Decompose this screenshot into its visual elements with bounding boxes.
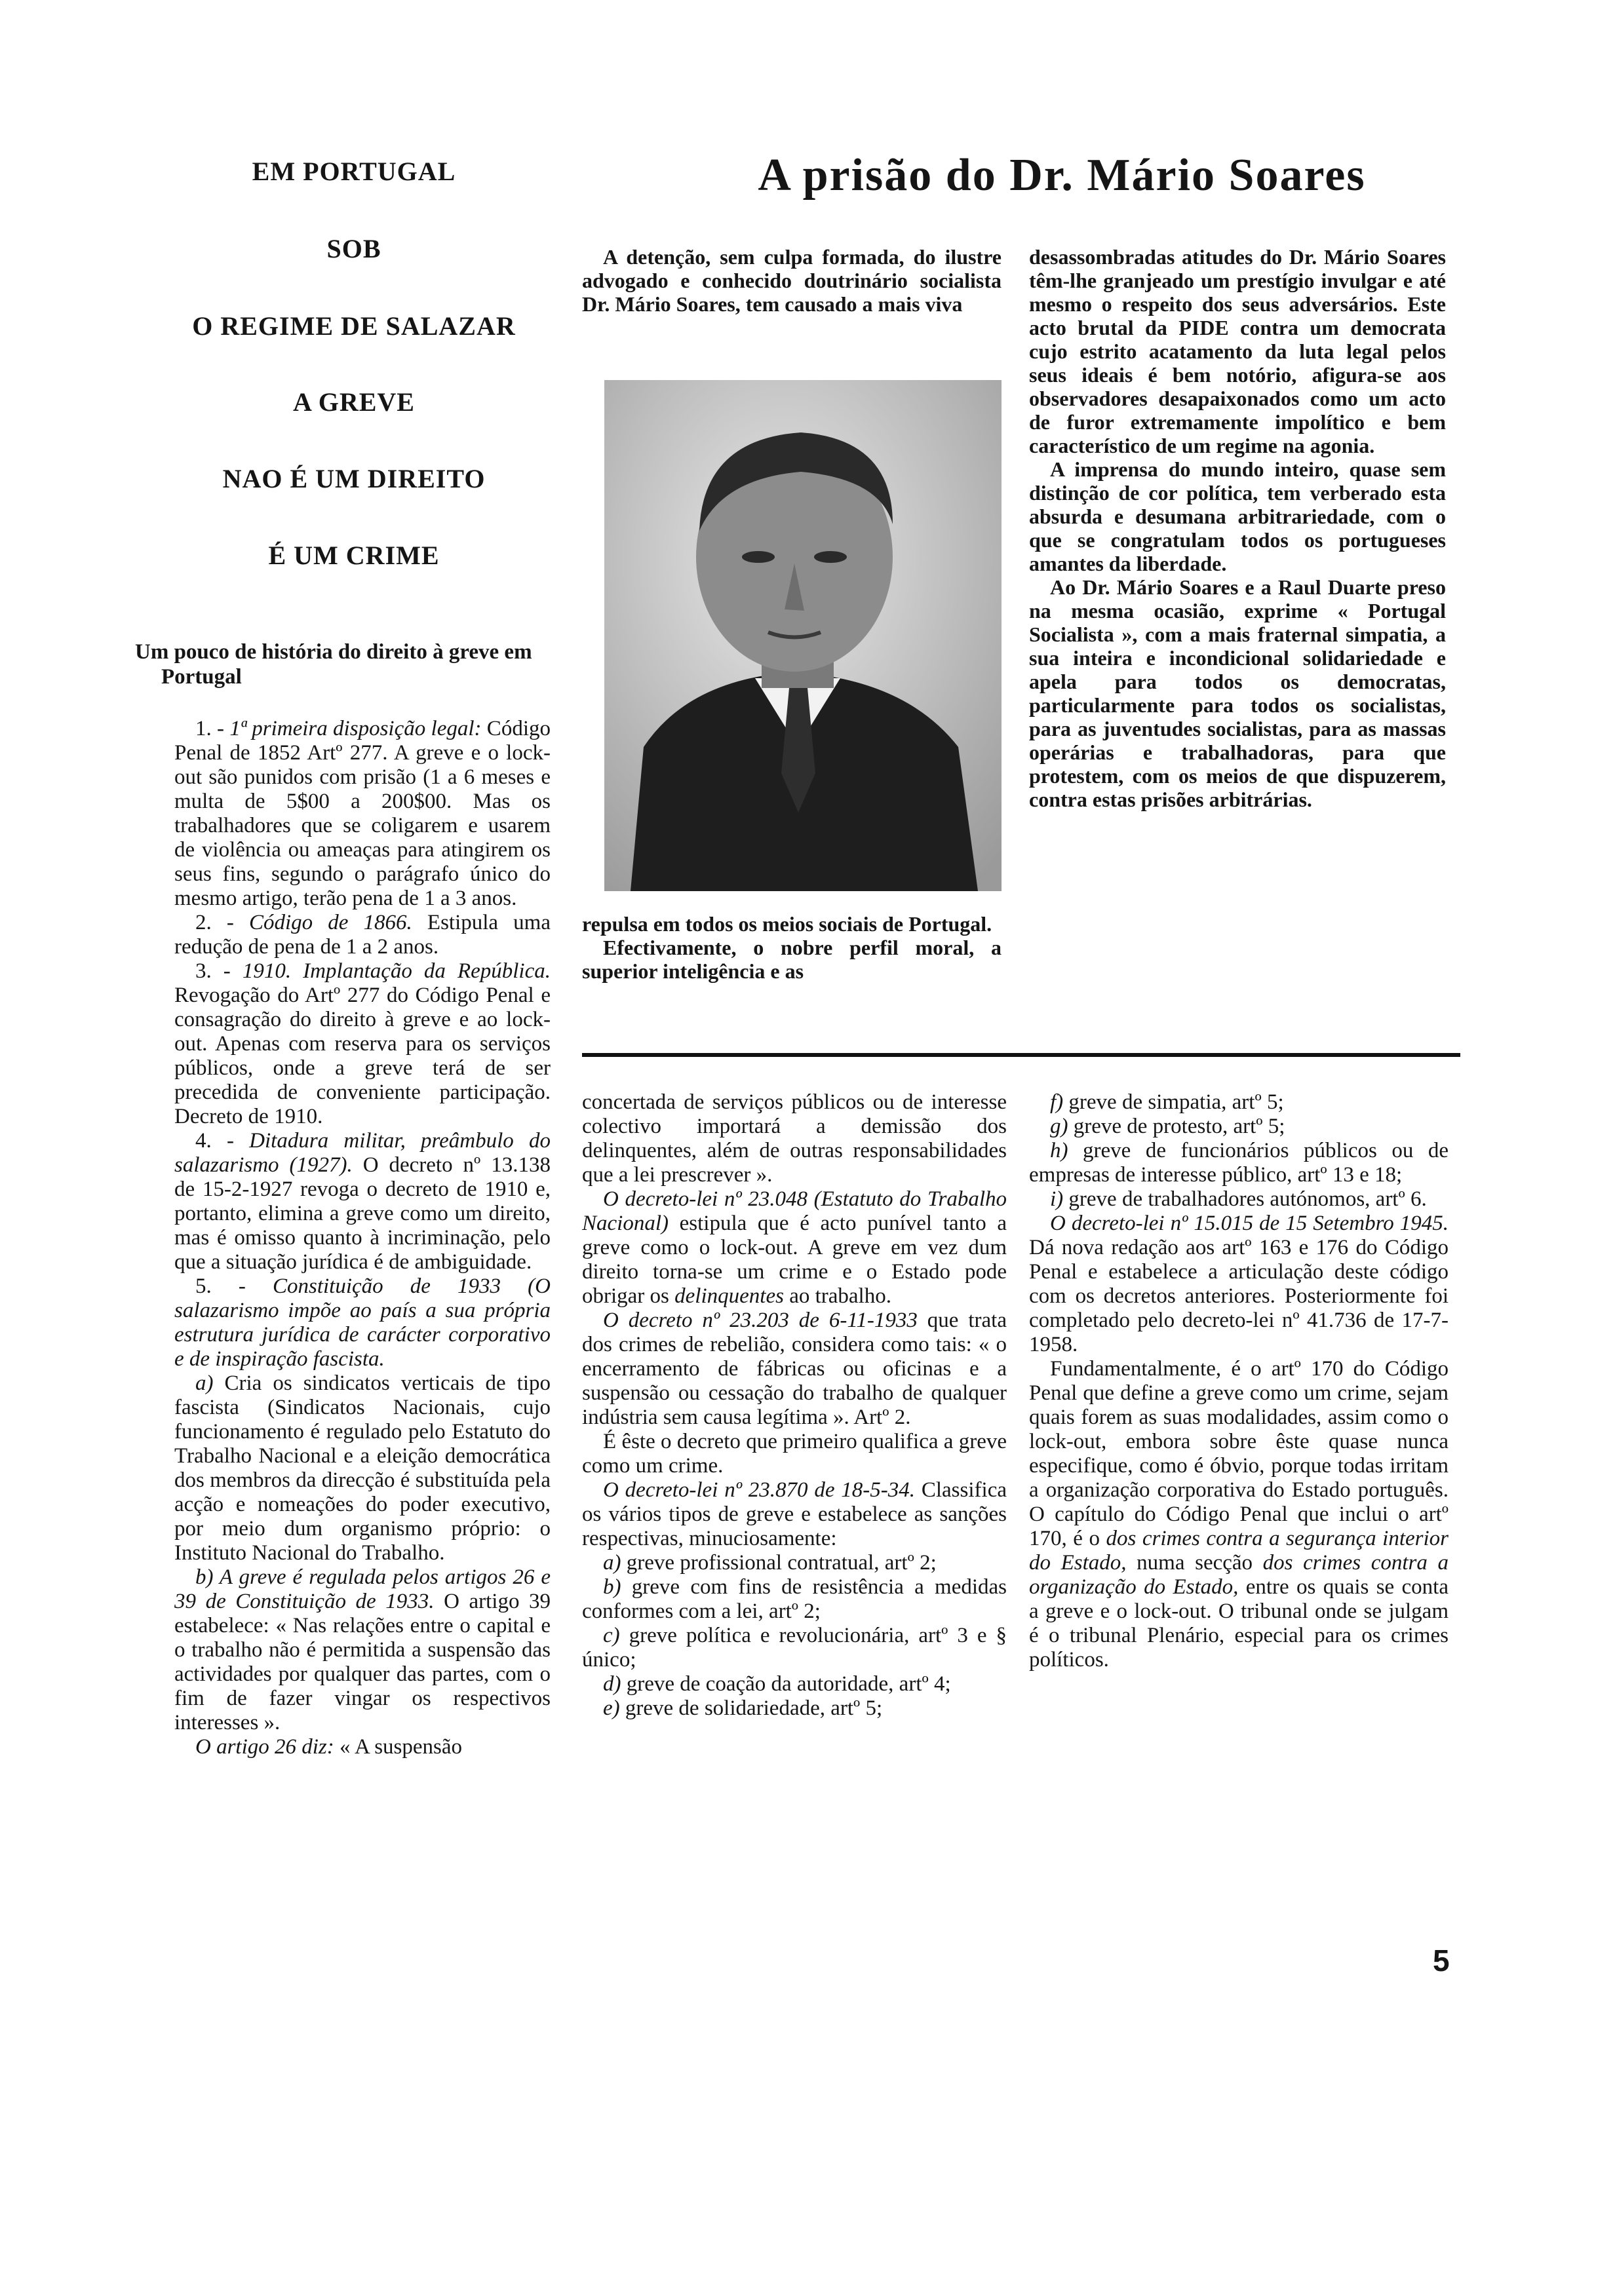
section-divider	[582, 1053, 1460, 1057]
middle-paragraph-1: concertada de serviços públicos ou de interesse colectivo importará a demissão dos delinquentes, além de outras responsabilidades que a lei prescrever ».	[582, 1090, 1007, 1187]
middle-list-d: d) greve de coação da autoridade, artº 4;	[603, 1672, 951, 1696]
headline-line-4: A GREVE	[293, 387, 415, 417]
article-title: A prisão do Dr. Mário Soares	[758, 150, 1366, 201]
article-paragraph-1-cont: repulsa em todos os meios sociais de Portugal.	[582, 912, 992, 936]
headline-line-2: SOB	[326, 234, 381, 263]
history-paragraph-a: a) Cria os sindicatos verticais de tipo fascista (Sindicatos Nacionais, cujo funcionamento é regulado pelo Estatuto do Trabalho Nacional e a eleição democrática dos membros da direcção é substituída pela acção e nomeações do poder executivo, por meio dum organismo próprio: o Instituto Nacional do Trabalho.	[174, 1371, 551, 1565]
article-paragraph-2-cont: desassombradas atitudes do Dr. Mário Soares têm-lhe granjeado um prestígio invulgar e até mesmo o respeito dos seus adversários. Este acto brutal da PIDE contra um democrata cujo estrito acatamento da luta legal pelos seus ideais é bem notório, afigura-se aos observadores desapaixonados como um acto de furor extremamente impolítico e bem característico de um regime na agonia.	[1029, 245, 1446, 457]
headline-line-6: É UM CRIME	[268, 541, 440, 570]
history-paragraph-b: b) A greve é regulada pelos artigos 26 e 39 de Constituição de 1933. O artigo 39 estabelece: « Nas relações entre o capital e o trabalho não é permitida a suspensão das actividades por qualquer das partes, com o fim de fazer vingar os respectivos interesses ».	[174, 1565, 551, 1734]
middle-list-a: a) greve profissional contratual, artº 2;	[603, 1551, 937, 1575]
right-list-h: h) greve de funcionários públicos ou de empresas de interesse público, artº 13 e 18;	[1029, 1139, 1449, 1187]
article-col1-top	[582, 245, 1002, 316]
article-col2	[1029, 245, 1446, 811]
history-paragraph-1: 1. - 1ª primeira disposição legal: Código Penal de 1852 Artº 277. A greve e o lock-out são punidos com prisão (1 a 6 meses e multa de 5$00 a 200$00. Mas os trabalhadores que se coligarem e usarem de violência ou ameaças para atingirem os seus fins, segundo o parágrafo único do mesmo artigo, terão pena de 1 a 3 anos.	[174, 717, 551, 910]
article-paragraph-2: Efectivamente, o nobre perfil moral, a superior inteligência e as	[582, 936, 1002, 983]
right-list-i: i) greve de trabalhadores autónomos, artº 6.	[1050, 1187, 1427, 1211]
history-paragraph-4: 4. - Ditadura militar, preâmbulo do salazarismo (1927). O decreto nº 13.138 de 15-2-1927 revoga o decreto de 1910 e, portanto, elimina a greve como um direito, mas é omisso quanto à incriminação, pelo que a situação jurídica é de ambiguidade.	[174, 1129, 551, 1274]
article-paragraph-4: Ao Dr. Mário Soares e a Raul Duarte preso na mesma ocasião, exprime « Portugal Socialista », com a mais fraternal simpatia, a sua inteira e incondicional solidariedade e apela para todos os democratas, particularmente para todos os socialistas, para as juventudes socialistas, para as massas operárias e trabalhadoras, para que protestem, com os meios de que dispuzerem, contra estas prisões arbitrárias.	[1029, 575, 1446, 811]
headline-line-5: NAO É UM DIREITO	[222, 464, 486, 493]
right-column	[1029, 1090, 1449, 1672]
headline-line-1: EM PORTUGAL	[252, 157, 456, 186]
middle-paragraph-5: O decreto-lei nº 23.870 de 18-5-34. Classifica os vários tipos de greve e estabelece as sanções respectivas, minuciosamente:	[582, 1478, 1007, 1550]
headline-line-3: O REGIME DE SALAZAR	[192, 311, 516, 341]
right-paragraph-2: Fundamentalmente, é o artº 170 do Código Penal que define a greve como um crime, sejam quais forem as suas modalidades, assim como o lock-out, embora sobre êste quase nunca especifique, como é óbvio, porque todas irritam a organização corporativa do Estado português. O capítulo do Código Penal que inclui o artº 170, é o dos crimes contra a segurança interior do Estado, numa secção dos crimes contra a organização do Estado, entre os quais se conta a greve e o lock-out. O tribunal onde se julgam é o tribunal Plenário, especial para os crimes políticos.	[1029, 1357, 1449, 1672]
history-paragraph-2: 2. - Código de 1866. Estipula uma redução de pena de 1 a 2 anos.	[174, 911, 551, 959]
middle-list-e: e) greve de solidariedade, artº 5;	[603, 1696, 883, 1720]
history-paragraph-3: 3. - 1910. Implantação da República. Revogação do Artº 277 do Código Penal e consagração do direito à greve e ao lock-out. Apenas com reserva para os serviços públicos, onde a greve terá de ser precedida de conveniente participação. Decreto de 1910.	[174, 959, 551, 1128]
right-paragraph-1: O decreto-lei nº 15.015 de 15 Setembro 1945. Dá nova redação aos artº 163 e 176 do Código Penal e estabelece a articulação deste código com os decretos anteriores. Posteriormente foi completado pelo decreto-lei nº 41.736 de 17-7-1958.	[1029, 1212, 1449, 1356]
right-list-g: g) greve de protesto, artº 5;	[1050, 1115, 1285, 1138]
middle-paragraph-2: O decreto-lei nº 23.048 (Estatuto do Trabalho Nacional) estipula que é acto punível tanto a greve como o lock-out. A greve em vez dum direito torna-se um crime e o Estado pode obrigar os delinquentes ao trabalho.	[582, 1187, 1007, 1308]
middle-paragraph-3: O decreto nº 23.203 de 6-11-1933 que trata dos crimes de rebelião, considera como tais: « o encerramento de fábricas ou oficinas e a suspensão ou cessação do trabalho de qualquer indústria sem causa legítima ». Artº 2.	[582, 1309, 1007, 1429]
article-paragraph-1: A detenção, sem culpa formada, do ilustre advogado e conhecido doutrinário socialista Dr. Mário Soares, tem causado a mais viva	[582, 245, 1002, 316]
article-paragraph-3: A imprensa do mundo inteiro, quase sem distinção de cor política, tem verberado esta absurda e desumana arbitrariedade, com o que se congratulam todos os portugueses amantes da liberdade.	[1029, 457, 1446, 575]
middle-list-c: c) greve política e revolucionária, artº 3 e § único;	[582, 1624, 1007, 1672]
history-subtitle: Um pouco de história do direito à greve em Portugal	[135, 640, 532, 689]
history-paragraph-5: 5. - Constituição de 1933 (O salazarismo impõe ao país a sua própria estrutura jurídica de carácter corporativo e de inspiração fascista.	[174, 1274, 551, 1371]
middle-paragraph-4: É êste o decreto que primeiro qualifica a greve como um crime.	[582, 1430, 1007, 1478]
history-column	[174, 717, 551, 1759]
portrait-illustration	[604, 380, 1002, 891]
article-col1-bottom	[582, 912, 1002, 983]
page-number: 5	[1433, 1943, 1450, 1978]
middle-column	[582, 1090, 1007, 1721]
history-paragraph-c: O artigo 26 diz: « A suspensão	[195, 1735, 463, 1759]
portrait-photo	[604, 380, 1002, 891]
right-list-f: f) greve de simpatia, artº 5;	[1050, 1090, 1284, 1114]
middle-list-b: b) greve com fins de resistência a medidas conformes com a lei, artº 2;	[582, 1575, 1007, 1623]
